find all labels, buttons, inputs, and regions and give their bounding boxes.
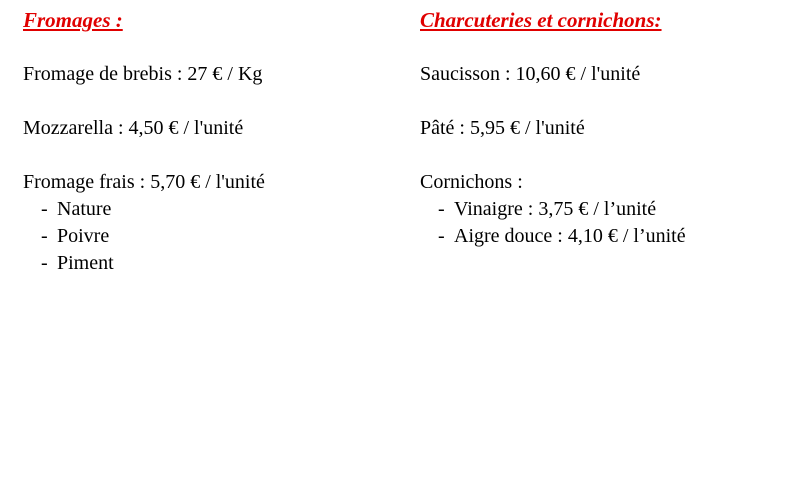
charcuterie-section <box>420 6 800 250</box>
variant-label: Aigre douce : 4,10 € / l’unité <box>454 225 686 247</box>
charcuterie-item-saucisson: Saucisson : 10,60 € / l'unité <box>420 63 641 85</box>
variant-label: Vinaigre : 3,75 € / l’unité <box>454 198 657 220</box>
dash-marker: - <box>41 252 48 274</box>
dash-marker: - <box>438 198 445 220</box>
charcuterie-item-cornichons: Cornichons : <box>420 171 523 193</box>
cheese-item-fromage-frais: Fromage frais : 5,70 € / l'unité <box>23 171 265 193</box>
cheese-item-brebis: Fromage de brebis : 27 € / Kg <box>23 63 263 85</box>
cheese-section <box>23 6 403 277</box>
charcuterie-heading: Charcuteries et cornichons: <box>420 8 662 32</box>
variant-item <box>23 250 403 277</box>
dash-marker: - <box>41 198 48 220</box>
cheese-item-mozzarella: Mozzarella : 4,50 € / l'unité <box>23 117 244 139</box>
dash-marker: - <box>41 225 48 247</box>
variant-label: Nature <box>57 198 112 220</box>
variant-item <box>420 223 800 250</box>
variant-label: Poivre <box>57 225 110 247</box>
variant-item <box>23 196 403 223</box>
variant-item <box>23 223 403 250</box>
dash-marker: - <box>438 225 445 247</box>
fromage-frais-variants <box>23 196 403 277</box>
variant-item <box>420 196 800 223</box>
variant-label: Piment <box>57 252 114 274</box>
cornichons-variants <box>420 196 800 250</box>
charcuterie-item-pate: Pâté : 5,95 € / l'unité <box>420 117 585 139</box>
cheese-heading: Fromages : <box>23 8 123 32</box>
